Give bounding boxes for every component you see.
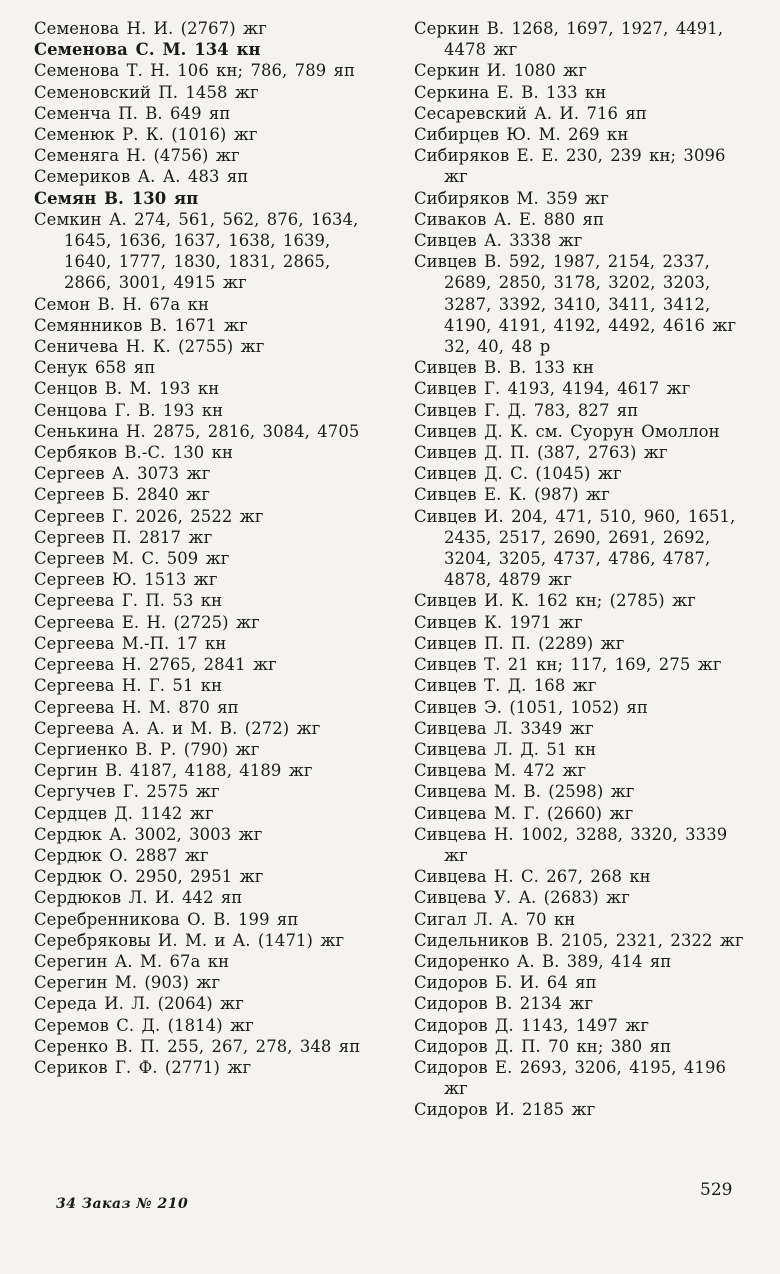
index-entry: Сивцев П. П. (2289) жг bbox=[414, 633, 625, 653]
index-entry: Сивцев А. 3338 жг bbox=[414, 231, 583, 251]
index-entry: Сердюк О. 2887 жг bbox=[34, 845, 209, 865]
index-entry: Серебренникова О. В. 199 яп bbox=[34, 909, 299, 929]
index-entry: Сидоров Б. И. 64 яп bbox=[414, 973, 597, 993]
index-entry: Сергучев Г. 2575 жг bbox=[34, 782, 220, 802]
index-entry: Сигал Л. А. 70 кн bbox=[414, 909, 576, 929]
index-entry: Сивцев И. К. 162 кн; (2785) жг bbox=[414, 591, 696, 611]
index-entry: Семеняга Н. (4756) жг bbox=[34, 146, 240, 166]
index-entry: Сергеев А. 3073 жг bbox=[34, 464, 211, 484]
index-entry: Сивцев В. В. 133 кн bbox=[414, 358, 594, 378]
index-entry: Сидоров Д. 1143, 1497 жг bbox=[414, 1015, 650, 1035]
index-entry: Семон В. Н. 67а кн bbox=[34, 294, 209, 314]
index-entry: Сивцев Т. 21 кн; 117, 169, 275 жг bbox=[414, 655, 722, 675]
index-entry: Семянников В. 1671 жг bbox=[34, 315, 248, 335]
index-entry: Сергеева Г. П. 53 кн bbox=[34, 591, 223, 611]
index-entry: Сидоров И. 2185 жг bbox=[414, 1100, 596, 1120]
index-entry: Сергеева Н. М. 870 яп bbox=[34, 697, 239, 717]
index-entry: Семенюк Р. К. (1016) жг bbox=[34, 125, 258, 145]
index-entry: Семенча П. В. 649 яп bbox=[34, 103, 231, 123]
index-entry: Серкин В. 1268, 1697, 1927, 4491, 4478 жг bbox=[414, 19, 724, 60]
index-entry: Сидоров Д. П. 70 кн; 380 яп bbox=[414, 1036, 672, 1056]
index-entry: Серебряковы И. М. и А. (1471) жг bbox=[34, 930, 345, 950]
index-entry: Сердюк А. 3002, 3003 жг bbox=[34, 824, 263, 844]
index-entry: Сидоров Е. 2693, 3206, 4195, 4196 жг bbox=[414, 1057, 727, 1099]
index-entry: Семян В. 130 яп bbox=[34, 188, 199, 208]
index-entry: Семериков А. А. 483 яп bbox=[34, 167, 249, 187]
index-entry: Сергеев Ю. 1513 жг bbox=[34, 570, 218, 590]
index-entry: Серемов С. Д. (1814) жг bbox=[34, 1015, 254, 1035]
index-entry: Сивцев Е. К. (987) жг bbox=[414, 485, 610, 505]
index-entry: Сивцев Д. С. (1045) жг bbox=[414, 464, 622, 484]
index-entry: Серегин А. М. 67а кн bbox=[34, 951, 230, 971]
index-entry: Середа И. Л. (2064) жг bbox=[34, 994, 244, 1014]
index-entry: Сивцев Г. 4193, 4194, 4617 жг bbox=[414, 379, 691, 399]
index-entry: Сериков Г. Ф. (2771) жг bbox=[34, 1057, 252, 1077]
index-entry: Сивцев И. 204, 471, 510, 960, 1651, 2435, 2517, 2690, 2691, 2692, 3204, 3205, 4737, 4786, 4787, 4878, 4879 жг bbox=[414, 506, 736, 590]
index-entry: Серегин М. (903) жг bbox=[34, 973, 221, 993]
index-entry: Сердцев Д. 1142 жг bbox=[34, 803, 214, 823]
index-entry: Семенова Н. И. (2767) жг bbox=[34, 19, 267, 38]
index-entry: Сесаревский А. И. 716 яп bbox=[414, 103, 647, 123]
page-number: 529 bbox=[700, 1180, 733, 1200]
index-entry: Сибиряков М. 359 жг bbox=[414, 188, 609, 208]
index-entry: Сенцов В. М. 193 кн bbox=[34, 379, 220, 399]
right-column bbox=[414, 18, 754, 1121]
index-entry: Сергиенко В. Р. (790) жг bbox=[34, 739, 260, 759]
index-entry: Сивцева М. 472 жг bbox=[414, 761, 587, 781]
index-entry: Семенова С. М. 134 кн bbox=[34, 40, 261, 60]
index-entry: Сибирцев Ю. М. 269 кн bbox=[414, 125, 629, 145]
index-entry: Сергеев Б. 2840 жг bbox=[34, 485, 211, 505]
index-entry: Сергеева Н. 2765, 2841 жг bbox=[34, 655, 277, 675]
index-entry: Сергеев П. 2817 жг bbox=[34, 527, 213, 547]
index-entry: Сергеева Е. Н. (2725) жг bbox=[34, 612, 260, 632]
index-entry: Сенук 658 яп bbox=[34, 358, 156, 378]
index-entry: Семкин А. 274, 561, 562, 876, 1634, 1645, 1636, 1637, 1638, 1639, 1640, 1777, 1830, 1831, 2865, 2866, 3001, 4915 жг bbox=[34, 209, 359, 293]
index-entry: Серкин И. 1080 жг bbox=[414, 61, 588, 81]
index-entry: Сивцев К. 1971 жг bbox=[414, 612, 583, 632]
index-entry: Сибиряков Е. Е. 230, 239 кн; 3096 жг bbox=[414, 146, 726, 187]
index-entry: Сергеева А. А. и М. В. (272) жг bbox=[34, 718, 321, 738]
index-entry: Семенова Т. Н. 106 кн; 786, 789 яп bbox=[34, 61, 356, 81]
index-entry: Сергеева М.-П. 17 кн bbox=[34, 633, 227, 653]
index-entry: Сербяков В.-С. 130 кн bbox=[34, 443, 234, 463]
index-entry: Сивцев Д. К. см. Суорун Омоллон bbox=[414, 421, 720, 441]
index-entry: Сидоренко А. В. 389, 414 яп bbox=[414, 951, 672, 971]
index-entry: Семеновский П. 1458 жг bbox=[34, 82, 259, 102]
left-column bbox=[34, 18, 384, 1078]
index-entry: Сивцев Э. (1051, 1052) яп bbox=[414, 697, 648, 717]
index-entry: Сивцева М. Г. (2660) жг bbox=[414, 803, 634, 823]
index-entry: Серкина Е. В. 133 кн bbox=[414, 82, 607, 102]
index-entry: Сидельников В. 2105, 2321, 2322 жг bbox=[414, 930, 744, 950]
index-entry: Сергин В. 4187, 4188, 4189 жг bbox=[34, 761, 313, 781]
index-entry: Сиваков А. Е. 880 яп bbox=[414, 209, 604, 229]
index-entry: Сидоров В. 2134 жг bbox=[414, 994, 594, 1014]
index-entry: Сивцева У. А. (2683) жг bbox=[414, 888, 630, 908]
index-entry: Сердюков Л. И. 442 яп bbox=[34, 888, 243, 908]
index-entry: Серенко В. П. 255, 267, 278, 348 яп bbox=[34, 1036, 361, 1056]
index-entry: Сергеева Н. Г. 51 кн bbox=[34, 676, 223, 696]
index-entry: Сивцев В. 592, 1987, 2154, 2337, 2689, 2850, 3178, 3202, 3203, 3287, 3392, 3410, 3411, 3412, 4190, 4191, 4192, 4492, 4616 жг 32, 40, 48 р bbox=[414, 252, 737, 357]
index-entry: Сивцев Г. Д. 783, 827 яп bbox=[414, 400, 639, 420]
index-entry: Сергеев Г. 2026, 2522 жг bbox=[34, 506, 264, 526]
index-entry: Сивцева Н. С. 267, 268 кн bbox=[414, 867, 651, 887]
index-entry: Сивцев Т. Д. 168 жг bbox=[414, 676, 597, 696]
index-entry: Сивцева Л. 3349 жг bbox=[414, 718, 594, 738]
index-entry: Сенькина Н. 2875, 2816, 3084, 4705 bbox=[34, 421, 360, 441]
index-entry: Сердюк О. 2950, 2951 жг bbox=[34, 867, 264, 887]
index-entry: Сивцева Н. 1002, 3288, 3320, 3339 жг bbox=[414, 824, 728, 865]
index-entry: Сивцев Д. П. (387, 2763) жг bbox=[414, 443, 668, 463]
index-entry: Сивцева М. В. (2598) жг bbox=[414, 782, 635, 802]
printer-signature: 34 Заказ № 210 bbox=[56, 1196, 189, 1212]
index-entry: Сенцова Г. В. 193 кн bbox=[34, 400, 224, 420]
index-entry: Сергеев М. С. 509 жг bbox=[34, 549, 230, 569]
index-entry: Сивцева Л. Д. 51 кн bbox=[414, 739, 597, 759]
index-entry: Сеничева Н. К. (2755) жг bbox=[34, 337, 265, 357]
